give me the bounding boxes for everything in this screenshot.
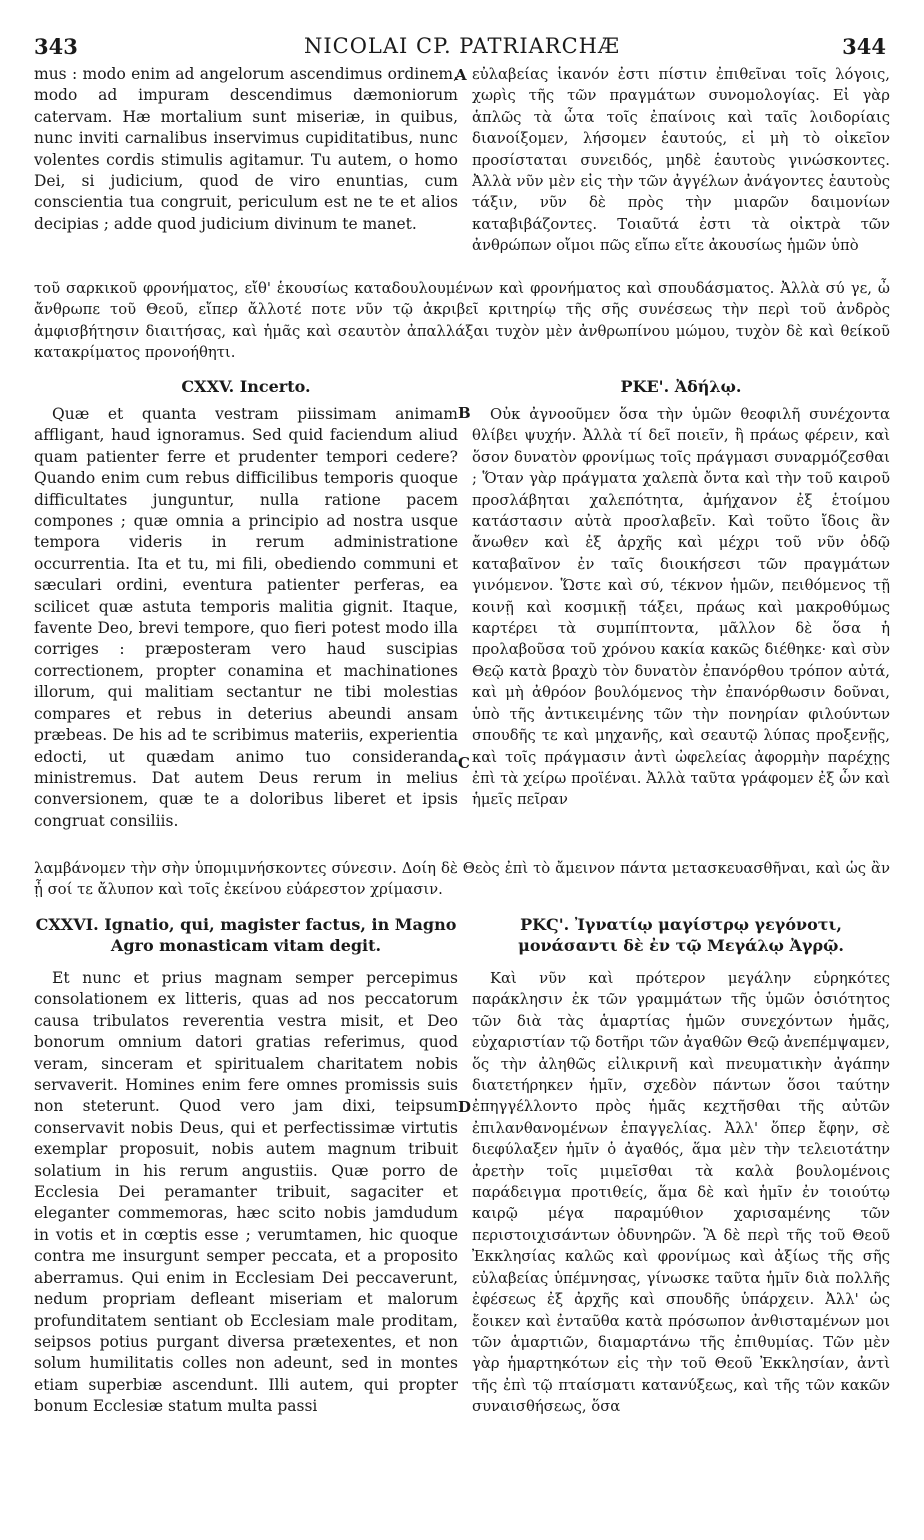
margin-mark-c: C: [458, 754, 470, 772]
letter-125-latin-heading: CXXV. Incerto.: [181, 377, 311, 396]
margin-mark-d: D: [458, 1098, 472, 1116]
page-number-left: 343: [34, 34, 78, 59]
letter-125-greek-text: Οὐκ ἀγνοοῦμεν ὅσα τὴν ὑμῶν θεοφιλῆ συνέχοντα θλίβει ψυχήν. Ἀλλὰ τί δεῖ ποιεῖν, ἢ πράως φέρειν, καὶ ὅσον δυνατὸν φρονίμως τοῖς πράγμασι συναρμόζεσθαι ; Ὅταν γὰρ πράγματα χαλεπὰ ὄντα καὶ τὴν τοῦ καιροῦ προσλάβηται χαλεπότητα, ἀμήχανον ἐξ ἑτοίμου κατάστασιν αὐτὰ προσλαβεῖν. Καὶ τοῦτο ἴδοις ἂν ἄνωθεν καὶ ἐξ ἀρχῆς καὶ μέχρι τοῦ νῦν ὁδῷ καταβαῖνον ἐν ταῖς διοικήσεσι τῶν πραγμάτων γινόμενον. Ὥστε καὶ σύ, τέκνον ἡμῶν, πειθόμενος τῇ κοινῇ καὶ κοσμικῇ τάξει, πράως καὶ μακροθύμως καρτέρει τὰ συμπίπτοντα, μᾶλλον δὲ ὅσα ἡ προλαβοῦσα τοῦ χρόνου κακία κακῶς διέθηκε· καὶ σὺν Θεῷ κατὰ βραχὺ τὸν δυνατὸν ἐπανόρθου τρόπον αὐτά, καὶ μὴ ἀθρόον βουλόμενος τὴν ἐπανόρθωσιν δοῦναι, ὑπὸ τῆς ἀντικειμένης τῶν τὴν πονηρίαν φιλούντων σπουδῆς τε καὶ μηχανῆς, καὶ σεαυτῷ λύπας προξενῇς, καὶ τοῖς πράγμασιν ἀντὶ ὠφελείας ἀφορμὴν παρέχῃς ἐπὶ τὰ χείρω προϊέναι. Ἀλλὰ ταῦτα γράφομεν ἐξ ὧν καὶ ἡμεῖς πεῖραν: [472, 406, 890, 809]
greek-continuation: εὐλαβείας ἱκανόν ἐστι πίστιν ἐπιθεῖναι τοῖς λόγοις, χωρὶς τῆς τῶν πραγμάτων συνομολογίας. Εἰ γὰρ ἁπλῶς τὰ ὦτα τοῖς ἐπαίνοις καὶ ταῖς λοιδορίαις διανοίξομεν, λήσομεν ἑαυτούς, εἰ μὴ τὸ οἰκεῖον προσίσταται συνειδός, μηδὲ ἑαυτοὺς γινώσκοντες. Ἀλλὰ νῦν μὲν εἰς τὴν τῶν ἀγγέλων ἀνάγοντες ἑαυτοὺς τάξιν, νῦν δὲ πρὸς τὴν μιαρῶν δαιμονίων καταβιβάζοντες. Τοιαῦτά ἐστι τὰ οἰκτρὰ τῶν ἀνθρώπων οἴμοι πῶς εἴπω εἴτε ἀκουσίως ἡμῶν ὑπὸ: [472, 66, 890, 255]
letter-126-latin-heading: CXXVI. Ignatio, qui, magister factus, in Magno Agro monasticam vitam degit.: [35, 915, 457, 955]
letter-126-greek-text: Καὶ νῦν καὶ πρότερον μεγάλην εὑρηκότες παράκλησιν ἐκ τῶν γραμμάτων τῆς ὑμῶν ὁσιότητος τῶν διὰ τὰς ἁμαρτίας ἡμῶν συνεχόντων ἡμᾶς, εὐχαριστίαν τῷ δοτῆρι τῶν ἀγαθῶν Θεῷ ἀνεπέμψαμεν, ὅς τὴν ἀληθῶς εἰλικρινῆ καὶ πνευματικὴν ἀγάπην διατετήρηκεν ἡμῖν, σχεδὸν πάντων ὅσοι ταύτην ἐπηγγέλλοντο πρὸς ἡμᾶς κεχτῆσθαι τῆς αὐτῶν ἐπιλανθανομένων ἐπαγγελίας. Ἀλλ' ὅπερ ἔφην, σὲ διεφύλαξεν ἡμῖν ὁ ἀγαθός, ἅμα μὲν τὴν τελειοτάτην ἀρετὴν τοῖς μιμεῖσθαι τὰ καλὰ βουλομένοις παράδειγμα προτιθείς, ἅμα δὲ καὶ ἡμῖν ἐν τοιούτῳ καιρῷ μέγα παραμύθιον χαρισαμένης τῶν περιστοιχισάντων ὀδυνηρῶν. Ἃ δὲ περὶ τῆς τοῦ Θεοῦ Ἐκκλησίας καλῶς καὶ φρονίμως καὶ ἀξίως τῆς σῆς εὐλαβείας ὑπέμνησας, γίνωσκε ταῦτα ἡμῖν διὰ πολλῆς ἐφέσεως ἐξ ἀρχῆς καὶ σπουδῆς ὑπάρχειν. Ἀλλ' ὡς ἔοικεν καὶ ἐνταῦθα κατὰ πρόσωπον ἀνθισταμένων μοι τῶν ἁμαρτιῶν, διαμαρτάνω τῆς ἐπιθυμίας. Τῶν μὲν γὰρ ἡμαρτηκότων εἰς τὴν τοῦ Θεοῦ Ἐκκλησίαν, ἀντὶ τῆς ἐπὶ τῷ πταίσματι κατανύξεως, καὶ τῆς τῶν κακῶν συναισθήσεως, ὅσα: [472, 970, 890, 1416]
margin-mark-b: B: [458, 404, 471, 422]
page-number-right: 344: [842, 34, 886, 59]
latin-continuation: mus : modo enim ad angelorum ascendimus ordinem, modo ad impuram descendimus dæmoniorum catervam. Hæ mortalium sunt miseriæ, in quibus, nunc inviti carnalibus inservimus cupiditatibus, nunc volentes cordis stimulis agitamur. Tu autem, o homo Dei, si judicium, quod de viro enuntias, cum conscientia tua congruit, periculum est ne te et alios decipias ; adde quod judicium divinum te manet.: [34, 65, 458, 233]
letter-125-latin-text: Quæ et quanta vestram piissimam animam affligant, haud ignoramus. Sed quid faciendum aliud quam patienter ferre et prudenter tempori cedere? Quando enim cum rebus difficilibus temporis quoque difficultates junguntur, nulla ratione pacem compones ; quæ omnia a principio ad nostra usque tempora videris in rerum administratione occurrentia. Ita et tu, mi fili, obediendo communi et sæculari ordini, eventura patienter perferas, ea scilicet quæ astuta temporis malitia gignit. Itaque, favente Deo, brevi tempore, quo fieri potest modo illa corriges : præposteram vero haud suscipias correctionem, propter conamina et machinationes illorum, qui malitiam sectantur ne tibi molestias compares et rebus in deterius abeundi ansam præbeas. De his ad te scribimus materiis, experientia edocti, ut quædam animo tuo consideranda ministremus. Dat autem Deus rerum in melius conversionem, quæ te a doloribus liberet et ipsis congruat consiliis.: [34, 405, 458, 830]
greek-continuation-full-width: τοῦ σαρκικοῦ φρονήματος, εἴθ' ἑκουσίως καταδουλουμένων καὶ φρονήματος καὶ σπουδάσματος. Ἀλλὰ σύ γε, ὦ ἄνθρωπε τοῦ Θεοῦ, εἴπερ ἄλλοτέ ποτε νῦν τῷ ἀκριβεῖ κριτηρίῳ τῆς σῆς συνέσεως τὴν περὶ τοῦ ἀνδρὸς ἀμφισβήτησιν διαιτήσας, καὶ ἡμᾶς καὶ σεαυτὸν ἀπαλλάξαι τυχὸν μὲν ἀνθρωπίνου μώμου, τυχὸν δὲ καὶ θείκοῦ κατακρίματος προνοήθητι.: [34, 280, 890, 362]
letter-126-greek-heading: ΡΚϚ'. Ἰγνατίῳ μαγίστρῳ γεγόνοτι, μονάσαντι δὲ ἐν τῷ Μεγάλῳ Ἀγρῷ.: [518, 915, 844, 955]
margin-mark-a: A: [455, 66, 467, 84]
running-title: NICOLAI CP. PATRIARCHÆ: [303, 34, 621, 58]
letter-125-greek-heading: ΡΚΕ'. Ἀδήλῳ.: [620, 377, 742, 396]
letter-126-latin-text: Et nunc et prius magnam semper percepimus consolationem ex litteris, quas ad nos peccatorum causa tribulatos reverentia vestra misit, et Deo bonorum omnium datori gratias referimus, quod veram, sinceram et spiritualem charitatem nobis servaverit. Homines enim fere omnes promissis suis non steterunt. Quod vero jam dixi, teipsum conservavit nobis Deus, qui et perfectissimæ virtutis exemplar proposuit, nobis autem magnum tribuit solatium in his rerum angustiis. Quæ porro de Ecclesia Dei peramanter tribuit, sagaciter et eleganter commemoras, hæc scito nobis jamdudum in votis et in cœptis esse ; verumtamen, hic quoque contra me insurgunt semper peccata, et a proposito aberramus. Qui enim in Ecclesiam Dei peccaverunt, nedum propriam defleant miseriam et malorum profunditatem sentiant ob Ecclesiam male proditam, seipsos potius purgant diversa prætexentes, et non solum humilitatis colles non adeunt, sed in montes etiam superbiæ ascendunt. Illi autem, qui propter bonum Ecclesiæ statum multa passi: [34, 969, 458, 1416]
letter-125-greek-full-width: λαμβάνομεν τὴν σὴν ὑπομιμνήσκοντες σύνεσιν. Δοίη δὲ Θεὸς ἐπὶ τὸ ἄμεινον πάντα μετασκευασθῆναι, καὶ ὡς ἂν ᾖ σοί τε ἄλυπον καὶ τοῖς ἐκείνου εὐάρεστον χρίμασιν.: [34, 860, 890, 899]
